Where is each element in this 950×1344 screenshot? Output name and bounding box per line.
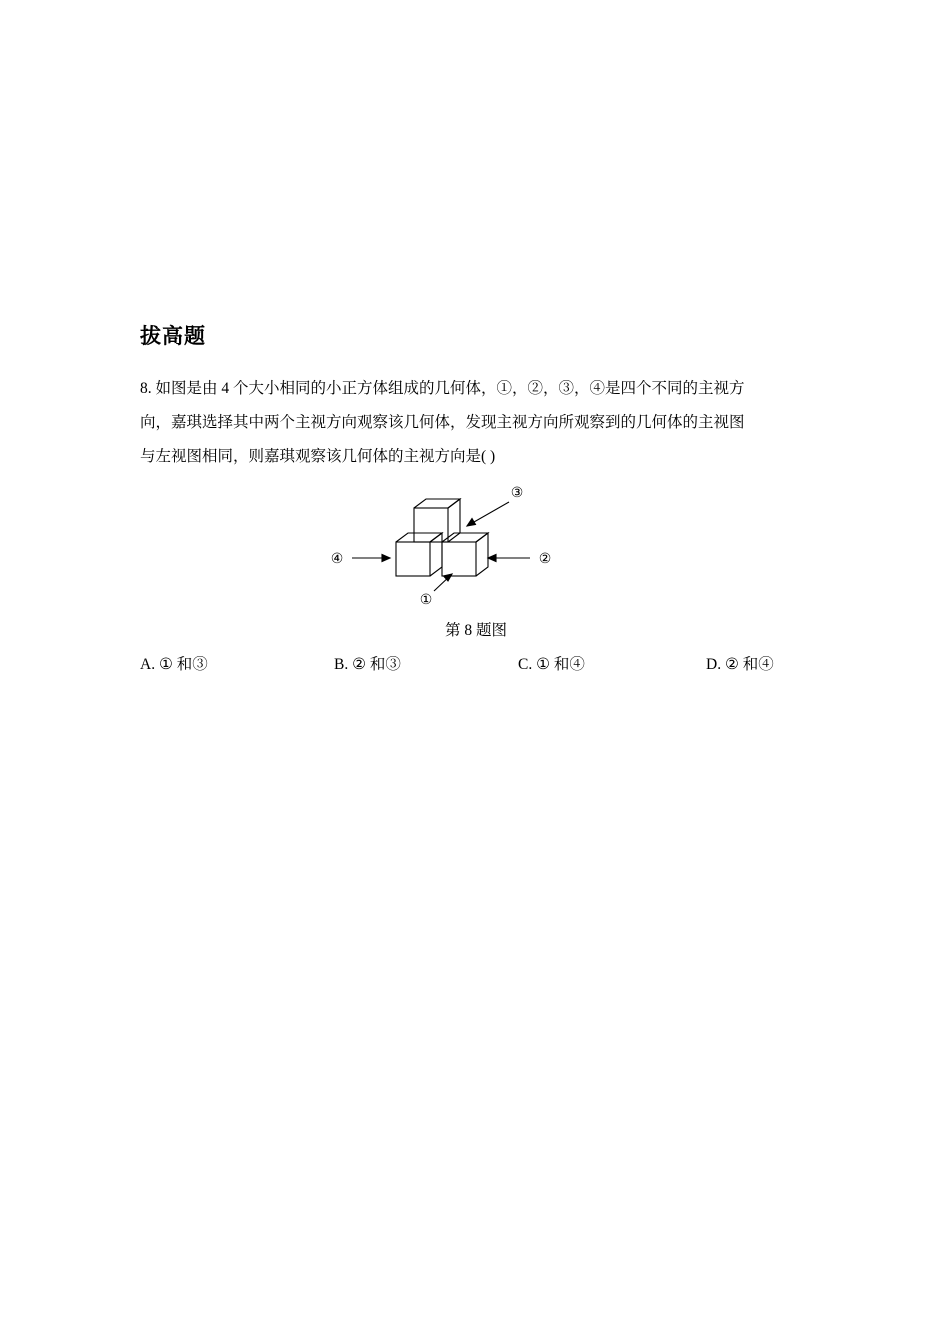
question-line-2: 向，嘉琪选择其中两个主视方向观察该几何体，发现主视方向所观察到的几何体的主视图: [140, 414, 745, 431]
figure-label-4: ④: [330, 552, 344, 567]
cube-solid-diagram: [266, 478, 686, 608]
option-d[interactable]: [706, 652, 774, 674]
option-c-text: ① 和④: [536, 656, 585, 673]
question-line-1: 8. 如图是由 4 个大小相同的小正方体组成的几何体，①，②，③，④是四个不同的主视方: [140, 380, 745, 397]
option-a-text: ① 和③: [158, 656, 208, 673]
option-b-key: B.: [334, 656, 349, 673]
option-d-key: D.: [706, 656, 722, 673]
option-a-key: A.: [140, 656, 156, 673]
option-b[interactable]: [334, 652, 401, 674]
answer-options: [140, 652, 812, 678]
option-d-text: ② 和④: [724, 656, 774, 673]
figure-label-1: ①: [419, 593, 433, 608]
question-figure: [140, 478, 812, 608]
option-c-key: C.: [518, 656, 533, 673]
question-line-3: 与左视图相同，则嘉琪观察该几何体的主视方向是( ): [140, 448, 496, 465]
option-a[interactable]: [140, 652, 208, 674]
section-title: 拔高题: [140, 325, 206, 348]
question-text: [140, 372, 812, 474]
option-c[interactable]: [518, 652, 585, 674]
option-b-text: ② 和③: [352, 656, 401, 673]
figure-label-2: ②: [538, 552, 552, 567]
figure-caption: 第 8 题图: [444, 622, 507, 639]
figure-label-3: ③: [510, 486, 524, 501]
